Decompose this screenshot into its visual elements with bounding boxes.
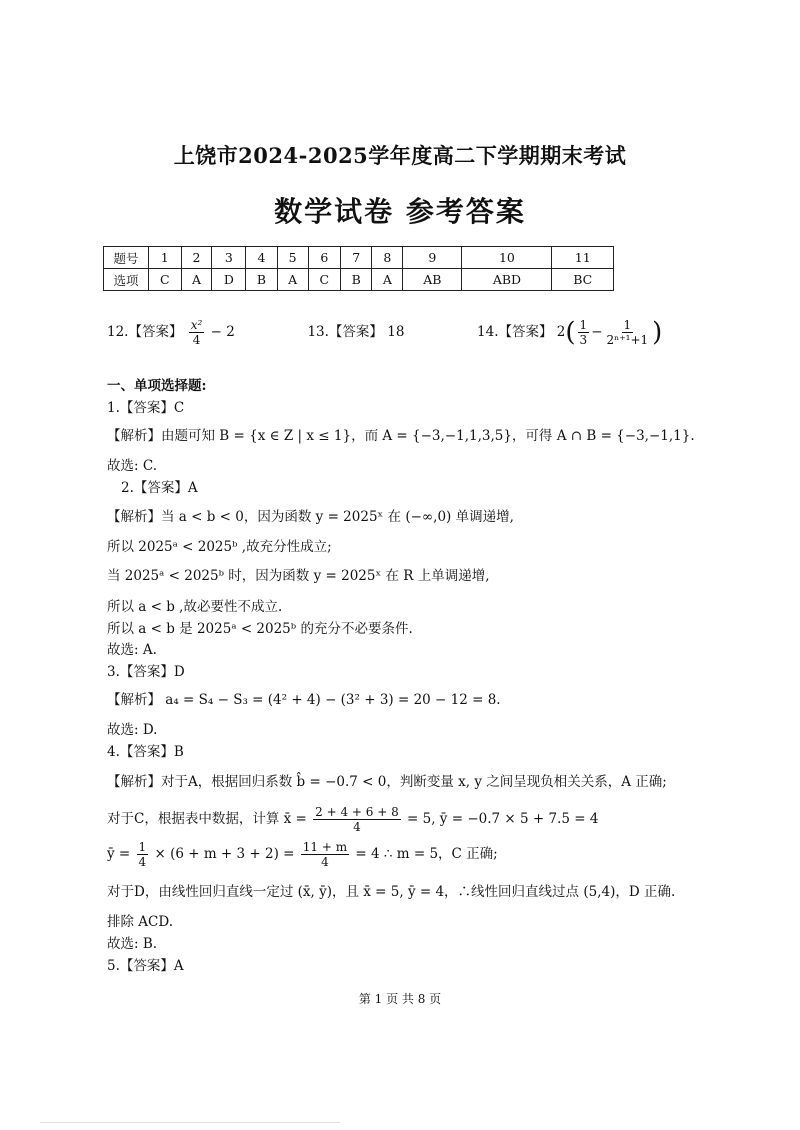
q12-fraction: [189, 318, 205, 347]
q4-l3-fraction-1: [137, 840, 149, 869]
q12-denominator: 4: [192, 333, 201, 347]
q14-prefix: 2: [556, 324, 566, 340]
table-cell: C: [149, 269, 182, 291]
q13-label: 13.【答案】: [307, 324, 383, 340]
table-cell: 8: [372, 247, 403, 269]
q14-minus: −: [591, 324, 603, 340]
table-cell: B: [246, 269, 277, 291]
q14-fraction-b: [605, 318, 651, 347]
q2-selection: 故选: A.: [107, 642, 157, 658]
q4-line-5: 排除 ACD.: [107, 914, 174, 930]
table-row: [104, 269, 614, 291]
exam-title: 上饶市2024-2025学年度高二下学期期末考试: [173, 143, 627, 168]
q4-l2-denominator: 4: [353, 820, 361, 834]
table-cell: A: [372, 269, 403, 291]
q13-value: 18: [387, 324, 405, 340]
q4-selection: 故选: B.: [107, 936, 158, 952]
q14-a-denominator: 3: [579, 333, 588, 347]
page-footer: 第 1 页 共 8 页: [358, 992, 442, 1006]
q4-l2-text: 对于C，根据表中数据，计算 x̄ =: [107, 811, 307, 827]
q4-l3-text: ȳ =: [107, 846, 131, 862]
q4-l3-f2-denominator: 4: [321, 855, 329, 869]
q4-line-1: 【解析】对于A，根据回归系数 b̂ = −0.7 < 0，判断变量 x, y 之间呈现负相关关系，A 正确;: [107, 774, 667, 790]
q12-label: 12.【答案】: [107, 324, 183, 340]
section-heading: 一、单项选择题:: [107, 378, 207, 394]
q4-l3-middle: × (6 + m + 3 + 2) =: [154, 846, 295, 862]
q14-label: 14.【答案】: [477, 324, 553, 340]
table-cell: B: [341, 269, 372, 291]
q4-l2-result: = 5, ȳ = −0.7 × 5 + 7.5 = 4: [407, 811, 599, 827]
q4-line-4: 对于D，由线性回归直线一定过 (x̄, ȳ)，且 x̄ = 5, ȳ = 4，∴线性回归直线过点 (5,4)，D 正确.: [107, 884, 676, 900]
q4-answer: 4.【答案】B: [107, 744, 184, 760]
q4-l3-f1-numerator: 1: [138, 840, 147, 854]
q4-l3-fraction-2: [301, 840, 349, 869]
q2-line-2: 所以 2025ᵃ < 2025ᵇ ,故充分性成立;: [107, 539, 332, 555]
q1-selection: 故选: C.: [107, 458, 157, 474]
q3-selection: 故选: D.: [107, 722, 158, 738]
q4-l2-fraction: [313, 805, 401, 834]
q1-analysis: 【解析】由题可知 B = {x ∈ Z | x ≤ 1}，而 A = {−3,−1,1,3,5}，可得 A ∩ B = {−3,−1,1}.: [107, 428, 695, 444]
table-cell: ABD: [462, 269, 552, 291]
q14-b-numerator: 1: [623, 318, 632, 332]
answer-key-title: 数学试卷 参考答案: [274, 195, 526, 228]
table-cell: 9: [403, 247, 462, 269]
table-cell: 5: [277, 247, 308, 269]
q2-line-1: 【解析】当 a < b < 0，因为函数 y = 2025ˣ 在 (−∞,0) 单调递增,: [107, 509, 514, 525]
row-label-number: 题号: [104, 247, 149, 269]
q2-line-4: 所以 a < b ,故必要性不成立.: [107, 599, 283, 615]
fill-in-answers: 12.【答案】 $\frac{\text{x²}}{4}$ − 2 13.【答案】 18 14.【答案】 2( $\frac{1}{3}$ − $\frac{1}{\text{2ⁿ⁺¹+1}}$ ): [107, 317, 663, 348]
q4-l3-f2-numerator: 11 + m: [302, 840, 348, 854]
q4-l2-numerator: 2 + 4 + 6 + 8: [315, 805, 399, 819]
q2-line-3: 当 2025ᵃ < 2025ᵇ 时，因为函数 y = 2025ˣ 在 R 上单调递增,: [107, 568, 490, 584]
table-cell: 2: [181, 247, 212, 269]
table-cell: 3: [212, 247, 246, 269]
table-cell: C: [308, 269, 341, 291]
table-cell: 6: [308, 247, 341, 269]
q2-answer: 2.【答案】A: [121, 480, 198, 496]
q14-fraction-a: [578, 318, 590, 347]
table-cell: 11: [552, 247, 614, 269]
table-cell: 4: [246, 247, 277, 269]
q4-line-3: [107, 840, 498, 869]
q5-answer: 5.【答案】A: [107, 958, 184, 974]
table-cell: A: [277, 269, 308, 291]
q12-numerator: x²: [190, 318, 203, 332]
q4-line-2: [107, 805, 598, 834]
row-label-answer: 选项: [104, 269, 149, 291]
table-cell: A: [181, 269, 212, 291]
scan-edge-line: [40, 1122, 340, 1123]
q14-b-denominator: 2ⁿ⁺¹+1: [606, 333, 649, 347]
table-cell: BC: [552, 269, 614, 291]
q14-a-numerator: 1: [579, 318, 588, 332]
q2-line-5: 所以 a < b 是 2025ᵃ < 2025ᵇ 的充分不必要条件.: [107, 621, 413, 637]
table-cell: AB: [403, 269, 462, 291]
q3-analysis: 【解析】 a₄ = S₄ − S₃ = (4² + 4) − (3² + 3) = 20 − 12 = 8.: [107, 692, 501, 708]
table-cell: 10: [462, 247, 552, 269]
table-cell: D: [212, 269, 246, 291]
q4-l3-f1-denominator: 4: [138, 855, 147, 869]
answer-table: [103, 246, 614, 291]
table-cell: 1: [149, 247, 182, 269]
q4-l3-result: = 4 ∴ m = 5，C 正确;: [355, 846, 498, 862]
table-cell: 7: [341, 247, 372, 269]
table-row: [104, 247, 614, 269]
q3-answer: 3.【答案】D: [107, 664, 185, 680]
q1-answer: 1.【答案】C: [107, 400, 185, 416]
q12-tail: − 2: [210, 324, 235, 340]
